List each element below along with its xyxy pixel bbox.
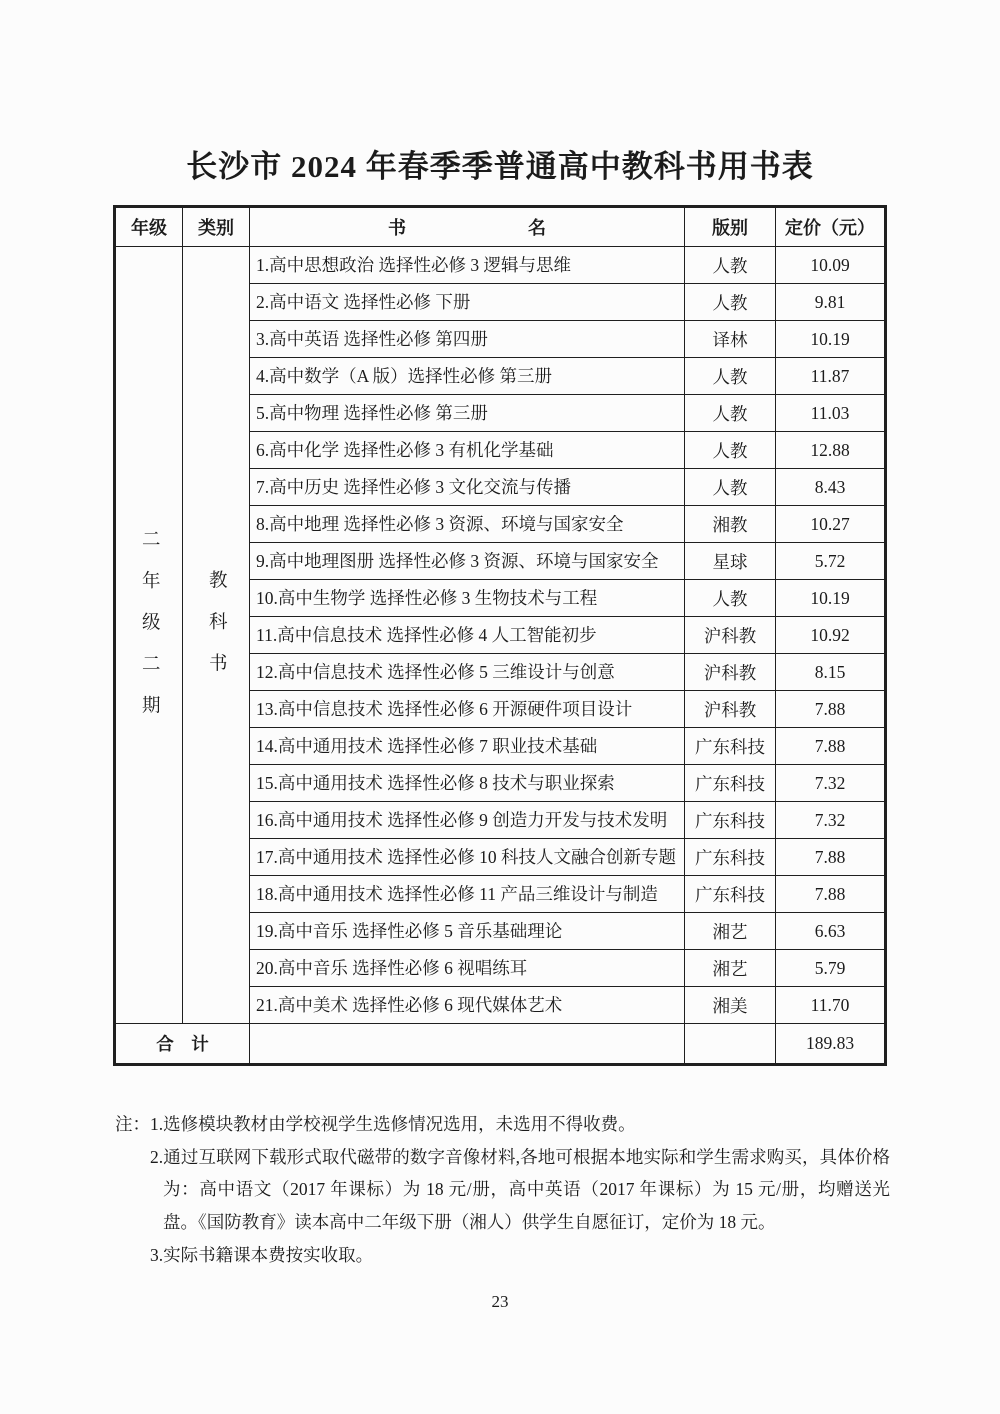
price-cell: 7.88: [776, 839, 886, 876]
publisher-cell: 沪科教: [685, 617, 776, 654]
notes-list: [150, 1108, 890, 1272]
price-cell: 12.88: [776, 432, 886, 469]
publisher-cell: 人教: [685, 469, 776, 506]
textbook-table: [113, 205, 887, 1066]
book-name-header-left: 书: [388, 218, 406, 238]
publisher-cell: 人教: [685, 358, 776, 395]
price-cell: 8.15: [776, 654, 886, 691]
category-label: 教科书: [206, 570, 227, 695]
book-name-cell: 1.高中思想政治 选择性必修 3 逻辑与思维: [250, 247, 685, 284]
book-name-cell: 7.高中历史 选择性必修 3 文化交流与传播: [250, 469, 685, 506]
publisher-cell: 广东科技: [685, 765, 776, 802]
total-row: [115, 1024, 886, 1065]
publisher-cell: 译林: [685, 321, 776, 358]
category-cell: [183, 247, 250, 1024]
col-header-book-name: [250, 207, 685, 247]
publisher-cell: 人教: [685, 284, 776, 321]
book-name-cell: 4.高中数学（A 版）选择性必修 第三册: [250, 358, 685, 395]
publisher-cell: 人教: [685, 395, 776, 432]
book-name-cell: 18.高中通用技术 选择性必修 11 产品三维设计与制造: [250, 876, 685, 913]
price-cell: 7.88: [776, 691, 886, 728]
price-cell: 10.27: [776, 506, 886, 543]
publisher-cell: 湘教: [685, 506, 776, 543]
price-cell: 6.63: [776, 913, 886, 950]
publisher-cell: 湘艺: [685, 950, 776, 987]
price-cell: 10.19: [776, 580, 886, 617]
total-price: 189.83: [776, 1024, 886, 1065]
page-title: 长沙市 2024 年春季季普通高中教科书用书表: [186, 149, 814, 184]
publisher-cell: 人教: [685, 580, 776, 617]
note-item: 2.通过互联网下载形式取代磁带的数字音像材料,各地可根据本地实际和学生需求购买，具体价格为：高中语文（2017 年课标）为 18 元/册，高中英语（2017 年课标）为 15 元/册，均赠送光盘。《国防教育》读本高中二年级下册（湘人）供学生自愿征订，定价为 18 元。: [150, 1146, 890, 1233]
col-header-publisher: 版别: [685, 207, 776, 247]
price-cell: 7.88: [776, 728, 886, 765]
book-name-cell: 15.高中通用技术 选择性必修 8 技术与职业探索: [250, 765, 685, 802]
price-cell: 11.70: [776, 987, 886, 1024]
note-item: 1.选修模块教材由学校视学生选修情况选用，未选用不得收费。: [150, 1114, 636, 1134]
price-cell: 10.09: [776, 247, 886, 284]
book-name-cell: 2.高中语文 选择性必修 下册: [250, 284, 685, 321]
price-cell: 5.72: [776, 543, 886, 580]
publisher-cell: 广东科技: [685, 728, 776, 765]
total-label: 合 计: [115, 1024, 250, 1065]
price-cell: 7.32: [776, 802, 886, 839]
book-name-cell: 10.高中生物学 选择性必修 3 生物技术与工程: [250, 580, 685, 617]
publisher-cell: 广东科技: [685, 839, 776, 876]
col-header-category: 类别: [183, 207, 250, 247]
price-cell: 9.81: [776, 284, 886, 321]
book-name-cell: 9.高中地理图册 选择性必修 3 资源、环境与国家安全: [250, 543, 685, 580]
notes-prefix: 注：: [115, 1114, 150, 1134]
book-name-cell: 5.高中物理 选择性必修 第三册: [250, 395, 685, 432]
publisher-cell: 人教: [685, 247, 776, 284]
notes-section: [115, 1108, 890, 1272]
book-name-cell: 14.高中通用技术 选择性必修 7 职业技术基础: [250, 728, 685, 765]
book-name-cell: 11.高中信息技术 选择性必修 4 人工智能初步: [250, 617, 685, 654]
book-name-cell: 13.高中信息技术 选择性必修 6 开源硬件项目设计: [250, 691, 685, 728]
grade-label: 二年级二期: [139, 528, 160, 737]
col-header-price: 定价（元）: [776, 207, 886, 247]
table-header-row: [115, 207, 886, 247]
price-cell: 5.79: [776, 950, 886, 987]
book-name-cell: 19.高中音乐 选择性必修 5 音乐基础理论: [250, 913, 685, 950]
book-name-cell: 12.高中信息技术 选择性必修 5 三维设计与创意: [250, 654, 685, 691]
price-cell: 8.43: [776, 469, 886, 506]
price-cell: 10.19: [776, 321, 886, 358]
book-name-header-right: 名: [528, 218, 546, 238]
publisher-cell: 湘艺: [685, 913, 776, 950]
book-name-cell: 6.高中化学 选择性必修 3 有机化学基础: [250, 432, 685, 469]
book-name-cell: 8.高中地理 选择性必修 3 资源、环境与国家安全: [250, 506, 685, 543]
publisher-cell: 沪科教: [685, 654, 776, 691]
price-cell: 11.03: [776, 395, 886, 432]
publisher-cell: 沪科教: [685, 691, 776, 728]
price-cell: 7.88: [776, 876, 886, 913]
grade-cell: [115, 247, 183, 1024]
page-number: 23: [491, 1292, 509, 1311]
price-cell: 10.92: [776, 617, 886, 654]
book-name-cell: 3.高中英语 选择性必修 第四册: [250, 321, 685, 358]
book-name-cell: 16.高中通用技术 选择性必修 9 创造力开发与技术发明: [250, 802, 685, 839]
total-empty-publisher-cell: [685, 1024, 776, 1065]
col-header-grade: 年级: [115, 207, 183, 247]
book-name-cell: 21.高中美术 选择性必修 6 现代媒体艺术: [250, 987, 685, 1024]
publisher-cell: 湘美: [685, 987, 776, 1024]
publisher-cell: 广东科技: [685, 802, 776, 839]
note-item: 3.实际书籍课本费按实收取。: [150, 1244, 374, 1265]
price-cell: 11.87: [776, 358, 886, 395]
publisher-cell: 星球: [685, 543, 776, 580]
publisher-cell: 广东科技: [685, 876, 776, 913]
book-name-cell: 20.高中音乐 选择性必修 6 视唱练耳: [250, 950, 685, 987]
book-name-cell: 17.高中通用技术 选择性必修 10 科技人文融合创新专题: [250, 839, 685, 876]
table-row: [115, 247, 886, 284]
publisher-cell: 人教: [685, 432, 776, 469]
price-cell: 7.32: [776, 765, 886, 802]
total-empty-bookname-cell: [250, 1024, 685, 1065]
